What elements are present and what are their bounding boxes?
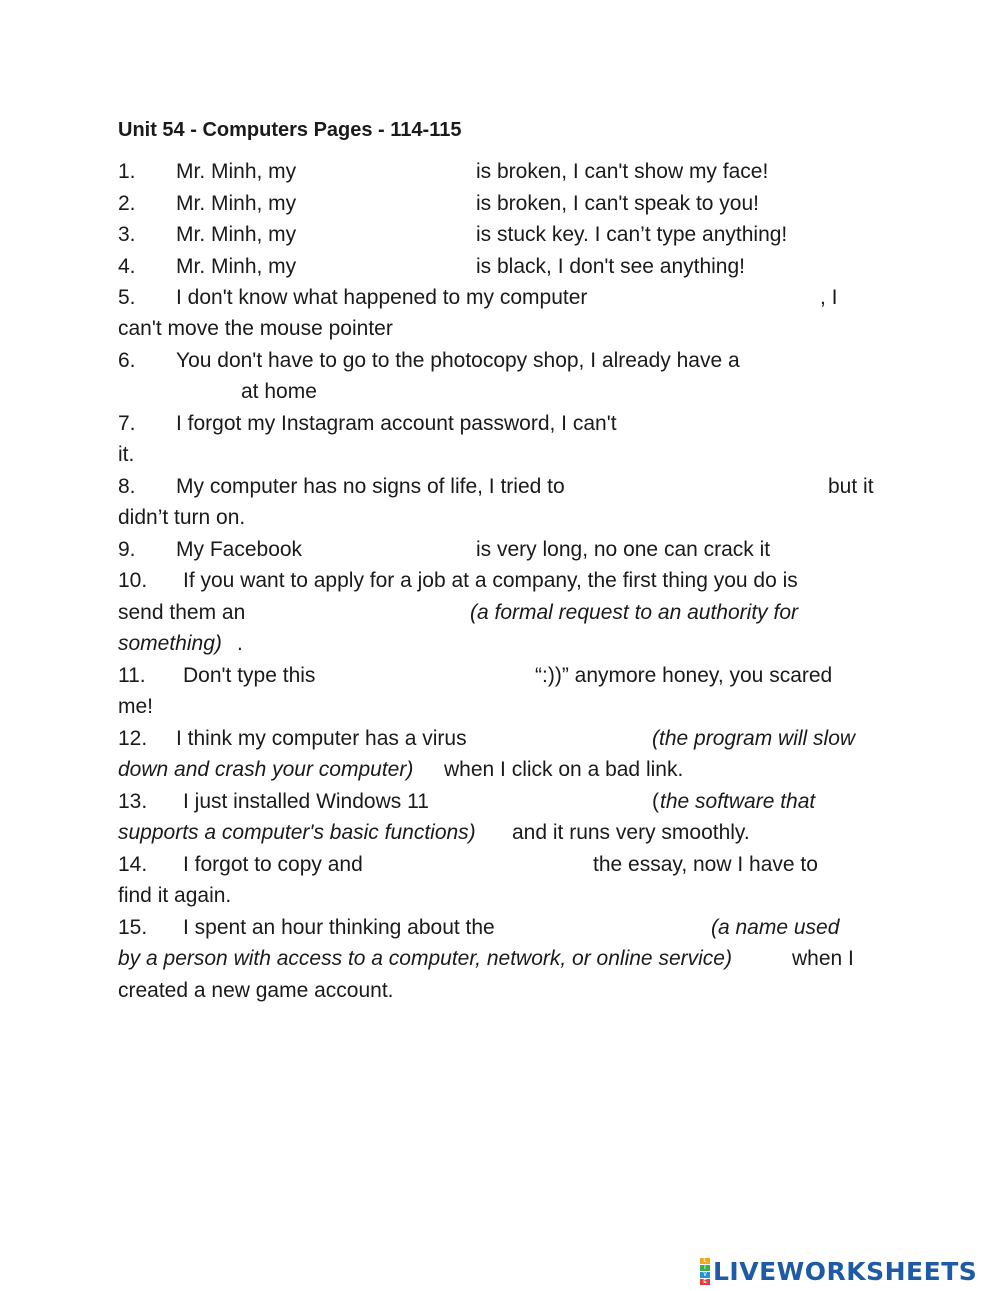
- item-hint: the software that: [660, 790, 816, 813]
- item-text: when I: [792, 947, 854, 970]
- item-text: is broken, I can't show my face!: [476, 160, 769, 183]
- item-number: 3.: [118, 223, 136, 246]
- item-text: I think my computer has a virus: [176, 727, 467, 750]
- item-text: and it runs very smoothly.: [512, 821, 750, 844]
- item-number: 4.: [118, 255, 136, 278]
- item-text: Mr. Minh, my: [176, 223, 297, 246]
- item-number: 7.: [118, 412, 136, 435]
- logo-box: L: [700, 1258, 710, 1264]
- item-hint: (a formal request to an authority for: [470, 601, 798, 624]
- item-text: I just installed Windows 11: [183, 790, 429, 813]
- item-text: Mr. Minh, my: [176, 160, 297, 183]
- item-text: when I click on a bad link.: [444, 758, 684, 781]
- item-number: 15.: [118, 916, 148, 939]
- logo-icon: [700, 1258, 710, 1285]
- item-number: 13.: [118, 790, 148, 813]
- item-text: , I: [820, 286, 838, 309]
- item-hint: (the program will slow: [652, 727, 856, 750]
- item-text: is black, I don't see anything!: [476, 255, 746, 278]
- item-text: Mr. Minh, my: [176, 192, 297, 215]
- item-number: 14.: [118, 853, 148, 876]
- item-text: I don't know what happened to my computer: [176, 286, 588, 309]
- logo-text: LIVEWORKSHEETS: [713, 1256, 978, 1286]
- item-number: 6.: [118, 349, 136, 372]
- item-text: My Facebook: [176, 538, 303, 561]
- logo-box: V: [700, 1272, 710, 1278]
- item-number: 9.: [118, 538, 136, 561]
- item-text: “:))” anymore honey, you scared: [535, 664, 833, 687]
- item-hint: something): [118, 632, 222, 655]
- item-text: I forgot to copy and: [183, 853, 363, 876]
- item-text: but it: [828, 475, 874, 498]
- item-text: find it again.: [118, 884, 232, 907]
- item-text: Mr. Minh, my: [176, 255, 297, 278]
- item-hint: (a name used: [711, 916, 840, 939]
- item-text: I forgot my Instagram account password, I can't: [176, 412, 617, 435]
- logo-box: E: [700, 1279, 710, 1285]
- liveworksheets-logo: [700, 1256, 977, 1286]
- logo-box: I: [700, 1265, 710, 1271]
- item-text: (: [652, 790, 659, 813]
- item-text: the essay, now I have to: [593, 853, 818, 876]
- item-number: 12.: [118, 727, 148, 750]
- item-text: created a new game account.: [118, 979, 394, 1002]
- item-hint: by a person with access to a computer, network, or online service): [118, 947, 732, 970]
- item-text: My computer has no signs of life, I tried to: [176, 475, 565, 498]
- item-number: 8.: [118, 475, 136, 498]
- item-text: it.: [118, 443, 135, 466]
- item-text: Don't type this: [183, 664, 316, 687]
- item-number: 2.: [118, 192, 136, 215]
- item-text: can't move the mouse pointer: [118, 317, 393, 340]
- item-number: 11.: [118, 664, 146, 687]
- item-number: 10.: [118, 569, 148, 592]
- item-text: You don't have to go to the photocopy shop, I already have a: [176, 349, 740, 372]
- item-text: If you want to apply for a job at a company, the first thing you do is: [183, 569, 798, 592]
- worksheet-title: Unit 54 - Computers Pages - 114-115: [118, 119, 462, 141]
- item-text: at home: [241, 380, 317, 403]
- item-text: send them an: [118, 601, 246, 624]
- item-number: 5.: [118, 286, 136, 309]
- item-hint: down and crash your computer): [118, 758, 414, 781]
- item-hint: supports a computer's basic functions): [118, 821, 476, 844]
- item-number: 1.: [118, 160, 136, 183]
- item-text: is broken, I can't speak to you!: [476, 192, 759, 215]
- item-text: is very long, no one can crack it: [476, 538, 771, 561]
- item-text: me!: [118, 695, 154, 718]
- item-text: didn’t turn on.: [118, 506, 246, 529]
- item-text: .: [237, 632, 243, 655]
- item-text: is stuck key. I can’t type anything!: [476, 223, 788, 246]
- item-text: I spent an hour thinking about the: [183, 916, 495, 939]
